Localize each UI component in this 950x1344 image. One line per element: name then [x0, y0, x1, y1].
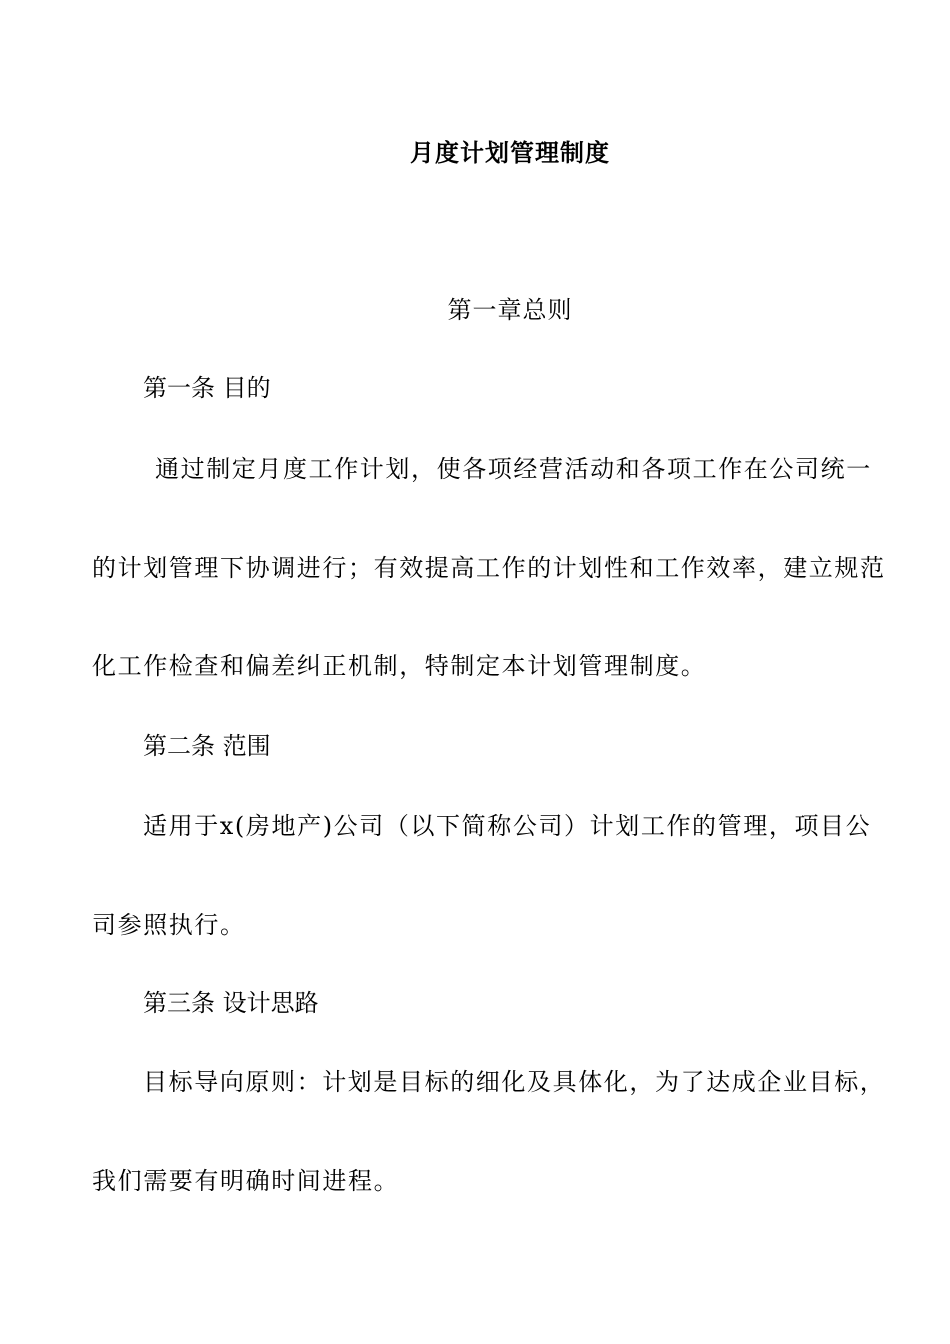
article-2-line-2: 司参照执行。	[92, 911, 246, 939]
article-2-heading: 第二条 范围	[143, 732, 271, 760]
document-title: 月度计划管理制度	[410, 139, 610, 167]
article-1-line-1: 通过制定月度工作计划，使各项经营活动和各项工作在公司统一	[155, 455, 872, 483]
article-3-heading: 第三条 设计思路	[143, 989, 319, 1017]
article-2-line-1: 适用于x(房地产)公司（以下简称公司）计划工作的管理，项目公	[143, 812, 872, 840]
chapter-heading: 第一章总则	[447, 296, 573, 324]
article-1-heading: 第一条 目的	[143, 374, 271, 402]
article-1-line-2: 的计划管理下协调进行；有效提高工作的计划性和工作效率，建立规范	[92, 554, 886, 582]
article-3-line-1: 目标导向原则：计划是目标的细化及具体化，为了达成企业目标，	[143, 1068, 886, 1096]
article-1-line-3: 化工作检查和偏差纠正机制，特制定本计划管理制度。	[92, 652, 707, 680]
article-3-line-2: 我们需要有明确时间进程。	[92, 1167, 400, 1195]
